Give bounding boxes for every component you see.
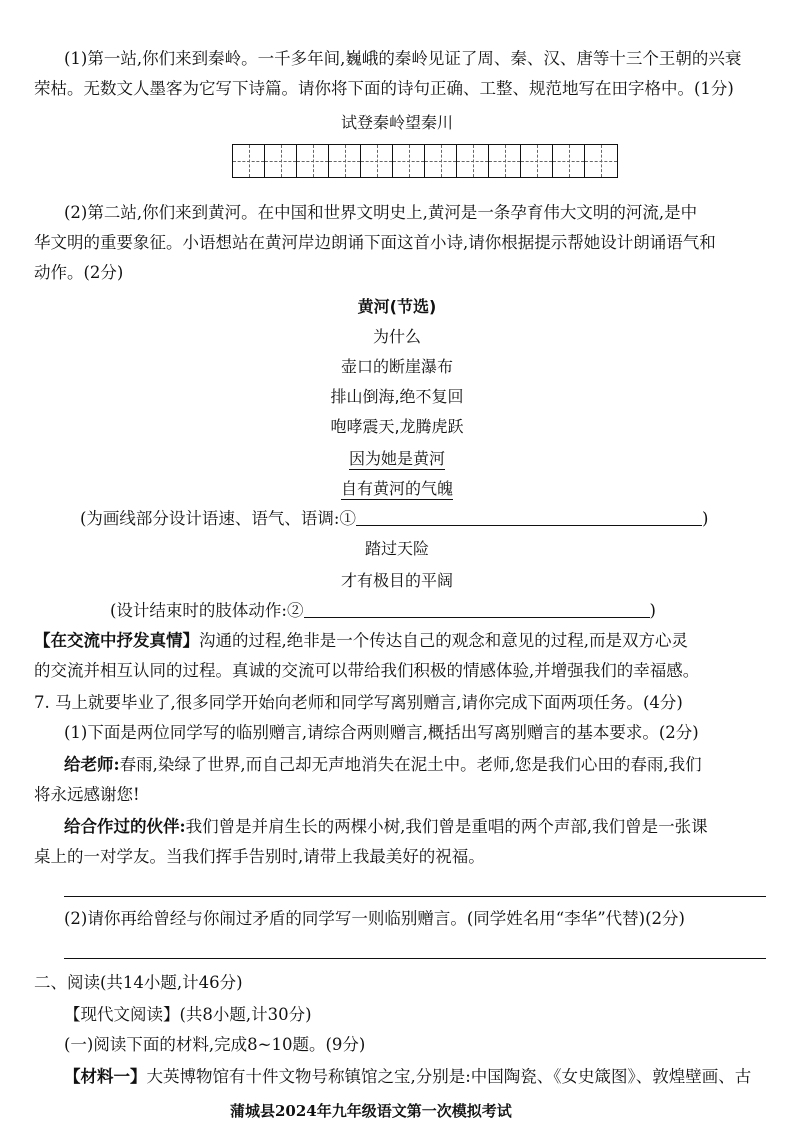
teacher-label: 给老师: [64,755,120,774]
poem-underlined-line: 因为她是黄河 [348,449,445,468]
q2-line-3: 动作。(2分) [34,263,124,282]
grid-cell[interactable] [297,145,329,177]
poem-line: 为什么 [372,327,421,346]
answer-line-1[interactable] [64,896,766,897]
grid-cell[interactable] [585,145,617,177]
partner-message-line-2: 桌上的一对学友。当我们挥手告别时,请带上我最美好的祝福。 [34,847,485,866]
modern-reading-heading: 【现代文阅读】(共8小题,计30分) [64,1005,312,1024]
exchange-line-1 [34,626,688,656]
poem-line: 才有极目的平阔 [340,571,453,590]
material-text: 大英博物馆有十件文物号称镇馆之宝,分别是:中国陶瓷、《女史箴图》、敦煌壁画、古 [146,1067,752,1086]
answer-blank-2[interactable] [304,599,650,618]
partner-text: 我们曾是并肩生长的两棵小树,我们曾是重唱的两个声部,我们曾是一张课 [185,817,708,836]
poem-line: 壶口的断崖瀑布 [340,357,453,376]
partner-label: 给合作过的伙伴: [64,817,186,836]
hint-2-close: ) [649,601,656,620]
poem-line: 咆哮震天,龙腾虎跃 [330,417,464,436]
material-1-line [64,1062,751,1092]
grid-cell[interactable] [489,145,521,177]
grid-cell[interactable] [457,145,489,177]
q2-line-2: 华文明的重要象征。小语想站在黄河岸边朗诵下面这首小诗,请你根据提示帮她设计朗诵语气和 [34,233,716,252]
grid-cell[interactable] [233,145,265,177]
teacher-text: 春雨,染绿了世界,而自己却无声地消失在泥土中。老师,您是我们心田的春雨,我们 [119,755,702,774]
grid-cell[interactable] [265,145,297,177]
poem-underlined-line: 自有黄河的气魄 [340,479,453,498]
teacher-message-line-1 [64,750,702,780]
q7-stem: 7. 马上就要毕业了,很多同学开始向老师和同学写离别赠言,请你完成下面两项任务。(4分) [34,693,683,712]
reading-part-1: (一)阅读下面的材料,完成8~10题。(9分) [64,1035,366,1054]
exchange-text: 沟通的过程,绝非是一个传达自己的观念和意见的过程,而是双方心灵 [199,631,688,650]
q7-sub-2: (2)请你再给曾经与你闹过矛盾的同学写一则临别赠言。(同学姓名用“李华”代替)(2分) [64,909,685,928]
poem-line: 踏过天险 [364,539,429,558]
grid-cell[interactable] [425,145,457,177]
tianzige-grid[interactable] [232,144,618,178]
exchange-line-2: 的交流并相互认同的过程。真诚的交流可以带给我们积极的情感体验,并增强我们的幸福感。 [34,661,700,680]
grid-cell[interactable] [361,145,393,177]
q7-sub-1: (1)下面是两位同学写的临别赠言,请综合两则赠言,概括出写离别赠言的基本要求。(2分) [64,723,699,742]
poem-line: 排山倒海,绝不复回 [330,387,464,406]
partner-message-line-1 [64,812,708,842]
q1-poem-title: 试登秦岭望秦川 [340,113,453,132]
answer-blank-1[interactable] [356,507,702,526]
q2-line-1: (2)第二站,你们来到黄河。在中国和世界文明史上,黄河是一条孕育伟大文明的河流,是中 [64,203,698,222]
grid-cell[interactable] [521,145,553,177]
q1-line-1: (1)第一站,你们来到秦岭。一千多年间,巍峨的秦岭见证了周、秦、汉、唐等十三个王朝的兴衰 [64,49,742,68]
hint-1-text: (为画线部分设计语速、语气、语调:① [80,509,356,528]
hint-1 [80,504,708,534]
grid-cell[interactable] [329,145,361,177]
page-footer: 蒲城县2024年九年级语文第一次模拟考试 [230,1102,512,1120]
hint-2 [110,596,656,626]
grid-cell[interactable] [553,145,585,177]
grid-cell[interactable] [393,145,425,177]
reading-heading: 二、阅读(共14小题,计46分) [34,973,243,992]
hint-1-close: ) [702,509,709,528]
hint-2-text: (设计结束时的肢体动作:② [110,601,304,620]
q1-line-2: 荣枯。无数文人墨客为它写下诗篇。请你将下面的诗句正确、工整、规范地写在田字格中。(1分) [34,79,734,98]
answer-line-2[interactable] [64,958,766,959]
exchange-tag: 【在交流中抒发真情】 [34,631,199,650]
poem-title: 黄河(节选) [357,297,437,316]
teacher-message-line-2: 将永远感谢您! [34,785,140,804]
material-tag: 【材料一】 [64,1067,147,1086]
